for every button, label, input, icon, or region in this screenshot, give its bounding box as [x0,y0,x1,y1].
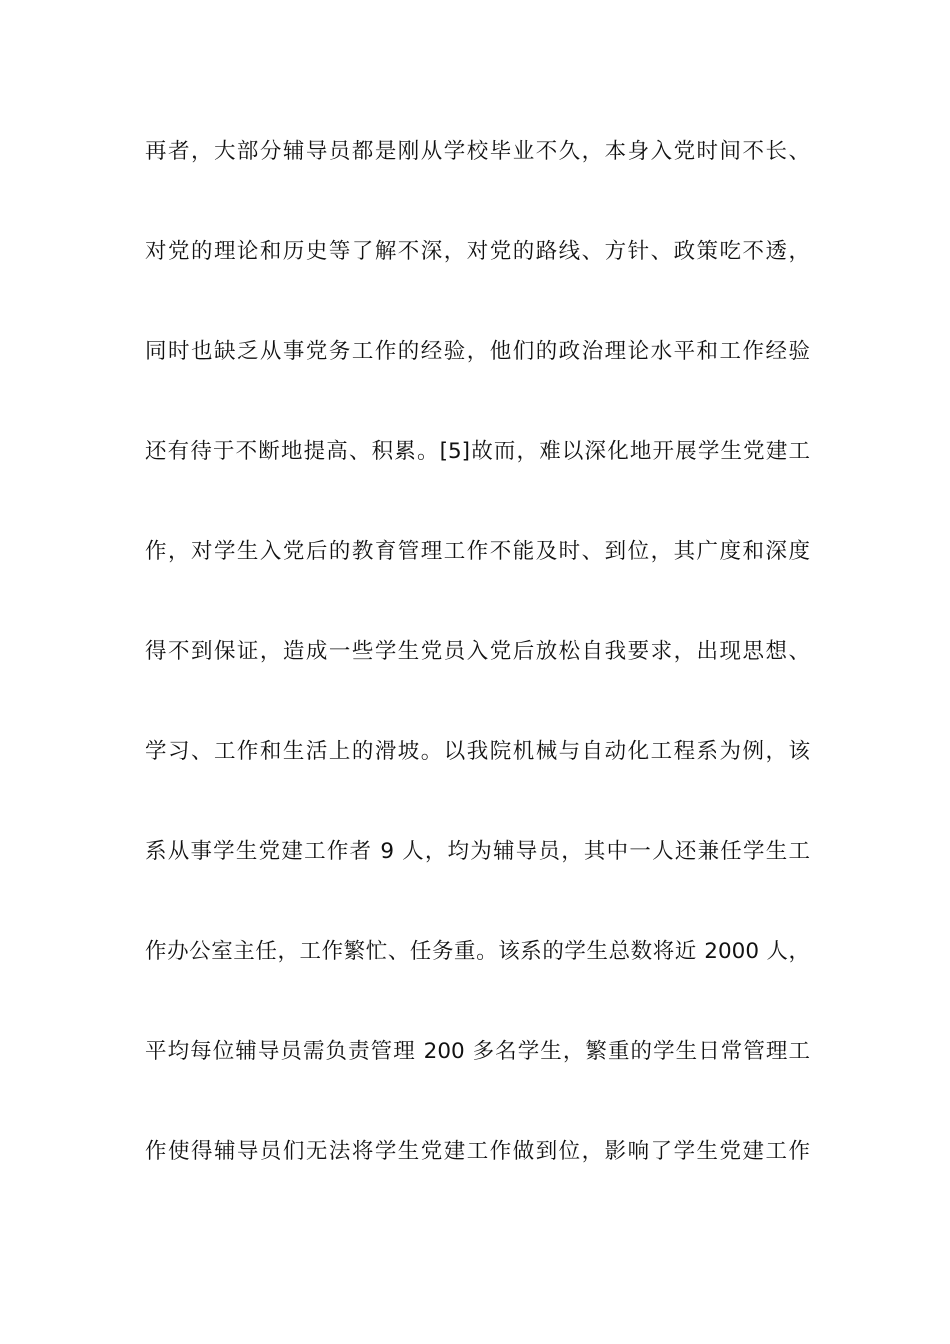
text-line: 对党的理论和历史等了解不深，对党的路线、方针、政策吃不透， [145,239,810,264]
text-line: 作使得辅导员们无法将学生党建工作做到位，影响了学生党建工作 [145,1139,810,1164]
text-line: 学习、工作和生活上的滑坡。以我院机械与自动化工程系为例，该 [145,739,810,764]
text-line: 还有待于不断地提高、积累。[5]故而，难以深化地开展学生党建工 [145,439,810,464]
text-line: 得不到保证，造成一些学生党员入党后放松自我要求，出现思想、 [145,639,810,664]
text-line: 同时也缺乏从事党务工作的经验，他们的政治理论水平和工作经验 [145,339,810,364]
text-line: 作办公室主任，工作繁忙、任务重。该系的学生总数将近 2000 人， [145,939,810,964]
text-line: 系从事学生党建工作者 9 人，均为辅导员，其中一人还兼任学生工 [145,839,810,864]
text-line: 平均每位辅导员需负责管理 200 多名学生，繁重的学生日常管理工 [145,1039,810,1064]
text-line: 再者，大部分辅导员都是刚从学校毕业不久，本身入党时间不长、 [145,139,810,164]
text-line: 作，对学生入党后的教育管理工作不能及时、到位，其广度和深度 [145,539,810,564]
body-paragraph [145,127,810,1227]
